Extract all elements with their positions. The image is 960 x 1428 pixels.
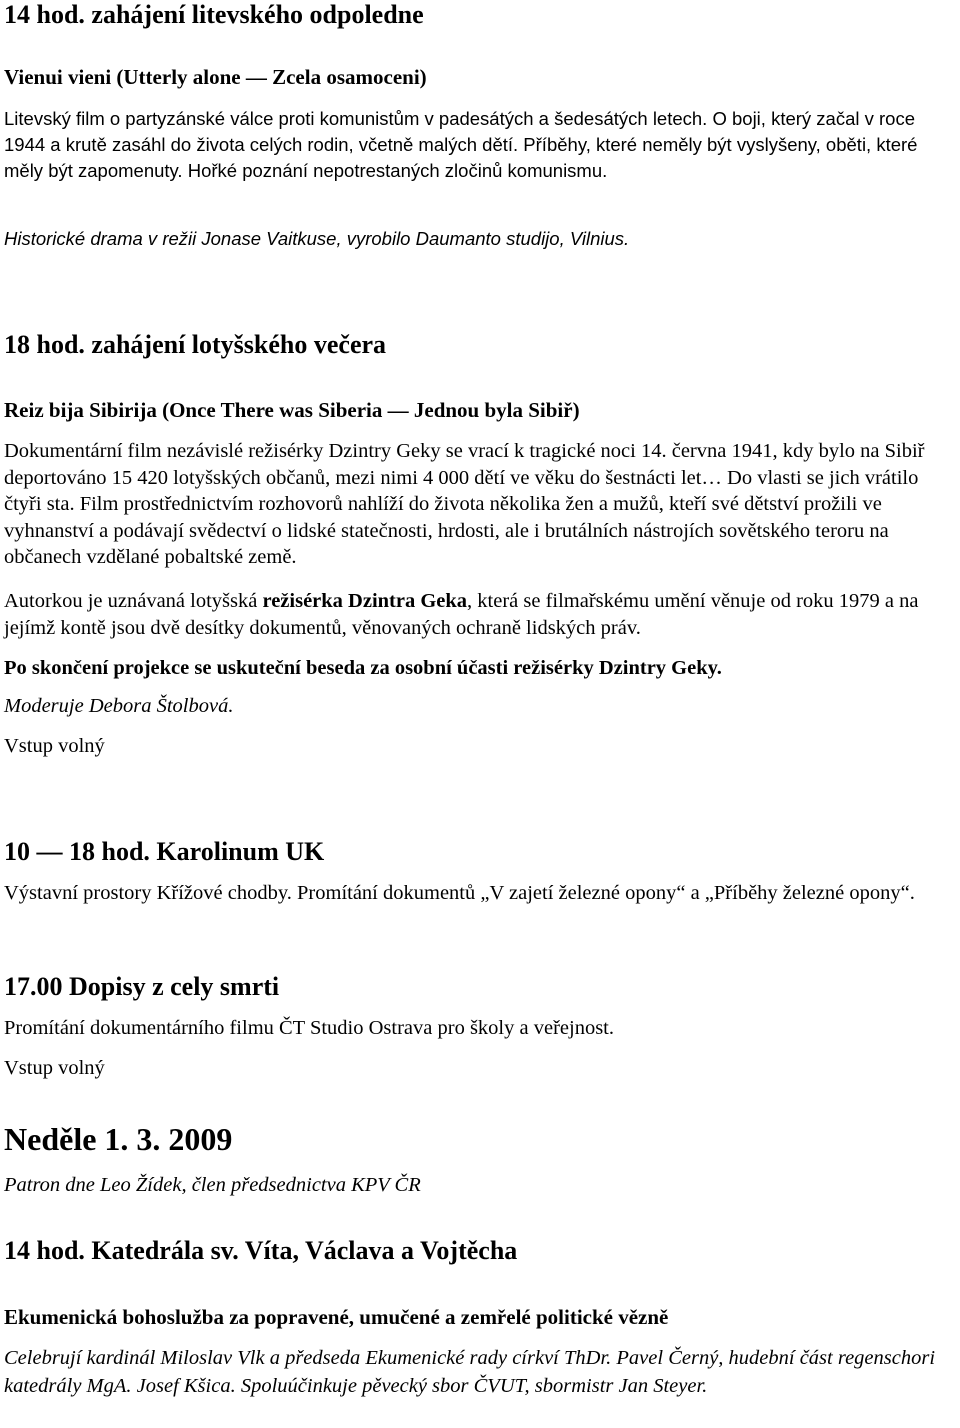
letters-entry: Vstup volný bbox=[4, 1057, 105, 1079]
author-intro-text: Autorkou je uznávaná lotyšská bbox=[4, 590, 263, 612]
latvian-heading: 18 hod. zahájení lotyšského večera bbox=[4, 330, 387, 359]
lithuanian-film-title: Vienui vieni (Utterly alone — Zcela osamoceni) bbox=[4, 65, 427, 89]
director-name: režisérka Dzintra Geka bbox=[262, 590, 468, 612]
latvian-discussion: Po skončení projekce se uskuteční beseda za osobní účasti režisérky Dzintry Geky. bbox=[4, 657, 722, 679]
latvian-moderator: Moderuje Debora Štolbová. bbox=[4, 695, 234, 717]
latvian-description: Dokumentární film nezávislé režisérky Dzintry Geky se vrací k tragické noci 14. června 1941, kdy bylo na Sibiř deportováno 15 420 lotyšských občanů, mezi nimi 4 000 dětí ve věku do šestnácti let… Do vlasti se jich vrátilo čtyři sta. Film prostřednictvím rozhovorů nahlíží do života několika žen a mužů, kteří své dětství prožili ve vyhnanství a podávají svědectví o lidské statečnosti, hrdosti, ale i brutálních nástrojích sovětského teroru na občanech vzdělané pobaltské země. bbox=[4, 440, 925, 568]
service-celebrants: Celebrují kardinál Miloslav Vlk a předseda Ekumenické rady církví ThDr. Pavel Černý, hudební část regenschori katedrály MgA. Josef Kšica. Spoluúčinkuje pěvecký sbor ČVUT, sbormistr Jan Steyer. bbox=[4, 1347, 936, 1397]
lithuanian-credits: Historické drama v režii Jonase Vaitkuse, vyrobilo Daumanto studijo, Vilnius. bbox=[4, 228, 630, 249]
karolinum-description: Výstavní prostory Křížové chodby. Promítání dokumentů „V zajetí železné opony“ a „Příběhy železné opony“. bbox=[4, 882, 915, 904]
service-title: Ekumenická bohoslužba za popravené, umučené a zemřelé politické vězně bbox=[4, 1305, 669, 1329]
author-rest-text: , která se filmařskému umění věnuje od roku 1979 a na jejímž kontě jsou dvě desítky dokumentů, věnovaných ochraně lidských práv. bbox=[4, 590, 919, 639]
latvian-author-paragraph bbox=[4, 588, 956, 641]
latvian-entry: Vstup volný bbox=[4, 735, 105, 757]
letters-heading: 17.00 Dopisy z cely smrti bbox=[4, 972, 280, 1001]
karolinum-heading: 10 — 18 hod. Karolinum UK bbox=[4, 837, 325, 866]
latvian-film-title: Reiz bija Sibirija (Once There was Siberia — Jednou byla Sibiř) bbox=[4, 398, 580, 422]
lithuanian-description: Litevský film o partyzánské válce proti komunistům v padesátých a šedesátých letech. O boji, který začal v roce 1944 a krutě zasáhl do života celých rodin, včetně malých dětí. Příběhy, které neměly být vyslyšeny, oběti, které měly být zapomenuty. Hořké poznání nepotrestaných zločinů komunismu. bbox=[4, 108, 918, 181]
cathedral-heading: 14 hod. Katedrála sv. Víta, Václava a Vojtěcha bbox=[4, 1236, 518, 1265]
sunday-day-heading: Neděle 1. 3. 2009 bbox=[4, 1121, 233, 1157]
lithuanian-heading: 14 hod. zahájení litevského odpoledne bbox=[4, 0, 424, 29]
letters-description: Promítání dokumentárního filmu ČT Studio Ostrava pro školy a veřejnost. bbox=[4, 1017, 614, 1039]
sunday-patron: Patron dne Leo Žídek, člen předsednictva KPV ČR bbox=[4, 1174, 421, 1196]
